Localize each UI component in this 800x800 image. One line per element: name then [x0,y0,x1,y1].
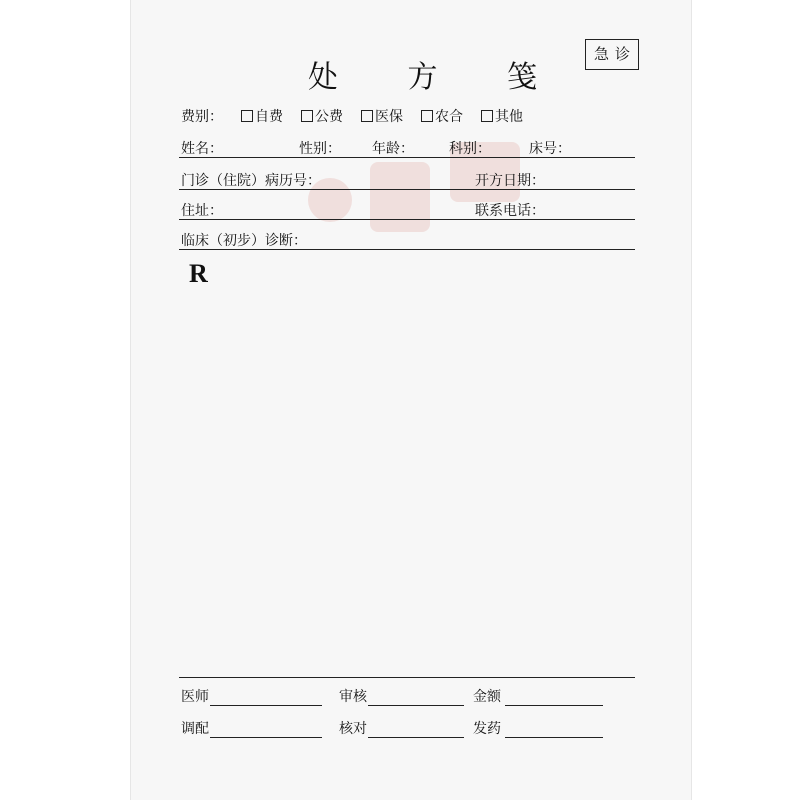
checkbox-icon[interactable] [301,110,313,122]
checkbox-icon[interactable] [481,110,493,122]
department-label: 科别： [449,141,491,157]
address-label: 住址： [181,203,223,219]
diagnosis-row-line [179,249,635,250]
dispense-blank[interactable] [210,723,322,738]
fee-option-public[interactable]: 公费 [301,109,343,125]
review-blank[interactable] [368,691,464,706]
document-title: 处 方 笺 [308,60,568,95]
record-row-line [179,189,635,190]
urgent-box[interactable]: 急诊 [585,39,639,70]
amount-blank[interactable] [505,691,603,706]
age-label: 年龄： [372,141,414,157]
checkbox-icon[interactable] [241,110,253,122]
doctor-signature[interactable]: 医师 [181,686,322,706]
review-signature[interactable]: 审核 [339,686,464,706]
doctor-blank[interactable] [210,691,322,706]
record-number-label: 门诊（住院）病历号： [181,173,321,189]
footer-line [179,677,635,678]
patient-row-line [179,157,635,158]
dispense-signature[interactable]: 调配 [181,718,322,738]
amount-field[interactable]: 金额 [473,686,603,706]
check-signature[interactable]: 核对 [339,718,464,738]
fee-option-self-pay[interactable]: 自费 [241,109,283,125]
phone-label: 联系电话： [475,203,545,219]
diagnosis-label: 临床（初步）诊断： [181,233,307,249]
fee-type-label: 费别： [181,109,223,125]
bed-label: 床号： [529,141,571,157]
rx-symbol: R [189,259,208,288]
fee-type-row [181,106,523,126]
checkbox-icon[interactable] [421,110,433,122]
address-row-line [179,219,635,220]
issue-blank[interactable] [505,723,603,738]
check-blank[interactable] [368,723,464,738]
issue-signature[interactable]: 发药 [473,718,603,738]
checkbox-icon[interactable] [361,110,373,122]
name-label: 姓名： [181,141,223,157]
fee-option-rural[interactable]: 农合 [421,109,463,125]
fee-option-insurance[interactable]: 医保 [361,109,403,125]
fee-option-other[interactable]: 其他 [481,109,523,125]
prescription-date-label: 开方日期： [475,173,545,189]
gender-label: 性别： [299,141,341,157]
